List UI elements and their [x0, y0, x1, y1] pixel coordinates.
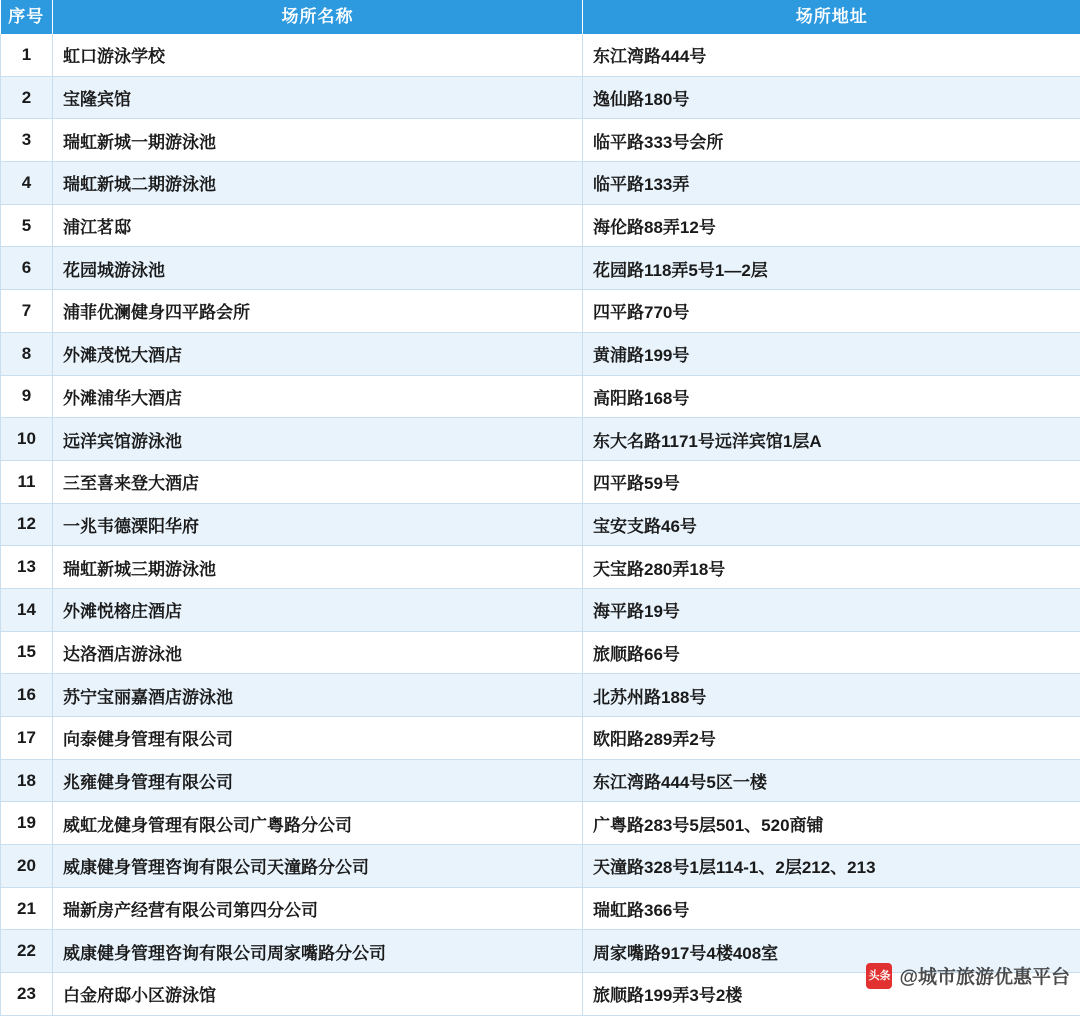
cell-index: 13 — [1, 546, 53, 589]
cell-venue-address: 天宝路280弄18号 — [583, 546, 1080, 589]
table-row — [1, 332, 1080, 375]
cell-index: 23 — [1, 973, 53, 1016]
table-row — [1, 418, 1080, 461]
column-header-venue-name: 场所名称 — [53, 0, 583, 34]
cell-venue-name: 瑞虹新城二期游泳池 — [53, 162, 583, 205]
cell-venue-name: 浦江茗邸 — [53, 204, 583, 247]
cell-venue-name: 外滩悦榕庄酒店 — [53, 588, 583, 631]
cell-index: 18 — [1, 759, 53, 802]
cell-venue-address: 周家嘴路917号4楼408室 — [583, 930, 1080, 973]
cell-index: 22 — [1, 930, 53, 973]
cell-index: 14 — [1, 588, 53, 631]
table-row — [1, 503, 1080, 546]
cell-venue-address: 花园路118弄5号1—2层 — [583, 247, 1080, 290]
cell-index: 19 — [1, 802, 53, 845]
cell-venue-name: 浦菲优澜健身四平路会所 — [53, 290, 583, 333]
table-row — [1, 76, 1080, 119]
cell-venue-address: 天潼路328号1层114-1、2层212、213 — [583, 845, 1080, 888]
cell-index: 8 — [1, 332, 53, 375]
cell-venue-name: 威虹龙健身管理有限公司广粤路分公司 — [53, 802, 583, 845]
table-row — [1, 845, 1080, 888]
cell-venue-address: 东江湾路444号5区一楼 — [583, 759, 1080, 802]
table-row — [1, 204, 1080, 247]
table-row — [1, 717, 1080, 760]
table-row — [1, 375, 1080, 418]
table-row — [1, 674, 1080, 717]
cell-venue-name: 瑞虹新城三期游泳池 — [53, 546, 583, 589]
table-row — [1, 119, 1080, 162]
cell-index: 4 — [1, 162, 53, 205]
cell-index: 20 — [1, 845, 53, 888]
cell-index: 5 — [1, 204, 53, 247]
cell-venue-address: 北苏州路188号 — [583, 674, 1080, 717]
cell-venue-name: 向泰健身管理有限公司 — [53, 717, 583, 760]
cell-venue-name: 白金府邸小区游泳馆 — [53, 973, 583, 1016]
cell-venue-name: 远洋宾馆游泳池 — [53, 418, 583, 461]
column-header-index: 序号 — [1, 0, 53, 34]
cell-venue-name: 瑞虹新城一期游泳池 — [53, 119, 583, 162]
table-header-row — [1, 0, 1080, 34]
cell-venue-address: 临平路333号会所 — [583, 119, 1080, 162]
cell-venue-name: 宝隆宾馆 — [53, 76, 583, 119]
cell-index: 11 — [1, 460, 53, 503]
cell-venue-address: 海伦路88弄12号 — [583, 204, 1080, 247]
cell-venue-name: 威康健身管理咨询有限公司周家嘴路分公司 — [53, 930, 583, 973]
table-row — [1, 759, 1080, 802]
table-row — [1, 546, 1080, 589]
cell-index: 6 — [1, 247, 53, 290]
cell-index: 21 — [1, 887, 53, 930]
table-row — [1, 247, 1080, 290]
cell-index: 9 — [1, 375, 53, 418]
cell-venue-name: 外滩浦华大酒店 — [53, 375, 583, 418]
column-header-venue-address: 场所地址 — [583, 0, 1080, 34]
cell-venue-address: 四平路59号 — [583, 460, 1080, 503]
cell-venue-name: 虹口游泳学校 — [53, 34, 583, 76]
cell-index: 1 — [1, 34, 53, 76]
watermark-text: @城市旅游优惠平台 — [899, 962, 1070, 989]
cell-venue-address: 欧阳路289弄2号 — [583, 717, 1080, 760]
table-body — [1, 34, 1080, 1015]
table-header — [1, 0, 1080, 34]
cell-venue-name: 花园城游泳池 — [53, 247, 583, 290]
cell-venue-address: 高阳路168号 — [583, 375, 1080, 418]
table-row — [1, 973, 1080, 1016]
cell-venue-address: 瑞虹路366号 — [583, 887, 1080, 930]
cell-index: 17 — [1, 717, 53, 760]
cell-venue-address: 海平路19号 — [583, 588, 1080, 631]
cell-venue-address: 广粤路283号5层501、520商铺 — [583, 802, 1080, 845]
cell-venue-name: 外滩茂悦大酒店 — [53, 332, 583, 375]
table-row — [1, 930, 1080, 973]
cell-index: 7 — [1, 290, 53, 333]
cell-venue-address: 宝安支路46号 — [583, 503, 1080, 546]
cell-venue-address: 逸仙路180号 — [583, 76, 1080, 119]
table-row — [1, 802, 1080, 845]
cell-venue-name: 瑞新房产经营有限公司第四分公司 — [53, 887, 583, 930]
table-row — [1, 34, 1080, 76]
cell-venue-address: 东大名路1171号远洋宾馆1层A — [583, 418, 1080, 461]
cell-index: 15 — [1, 631, 53, 674]
cell-venue-name: 三至喜来登大酒店 — [53, 460, 583, 503]
cell-venue-name: 兆雍健身管理有限公司 — [53, 759, 583, 802]
cell-venue-name: 一兆韦德溧阳华府 — [53, 503, 583, 546]
table-row — [1, 460, 1080, 503]
cell-index: 12 — [1, 503, 53, 546]
cell-venue-address: 旅顺路66号 — [583, 631, 1080, 674]
table-row — [1, 162, 1080, 205]
cell-index: 10 — [1, 418, 53, 461]
cell-index: 3 — [1, 119, 53, 162]
cell-venue-name: 达洛酒店游泳池 — [53, 631, 583, 674]
table-row — [1, 588, 1080, 631]
cell-venue-address: 临平路133弄 — [583, 162, 1080, 205]
cell-venue-name: 威康健身管理咨询有限公司天潼路分公司 — [53, 845, 583, 888]
cell-venue-address: 四平路770号 — [583, 290, 1080, 333]
cell-venue-name: 苏宁宝丽嘉酒店游泳池 — [53, 674, 583, 717]
cell-index: 2 — [1, 76, 53, 119]
cell-venue-address: 旅顺路199弄3号2楼 — [583, 973, 1080, 1016]
table-row — [1, 887, 1080, 930]
cell-venue-address: 黄浦路199号 — [583, 332, 1080, 375]
cell-venue-address: 东江湾路444号 — [583, 34, 1080, 76]
table-row — [1, 290, 1080, 333]
table-row — [1, 631, 1080, 674]
cell-index: 16 — [1, 674, 53, 717]
toutiao-logo-icon: 头条 — [866, 963, 892, 989]
